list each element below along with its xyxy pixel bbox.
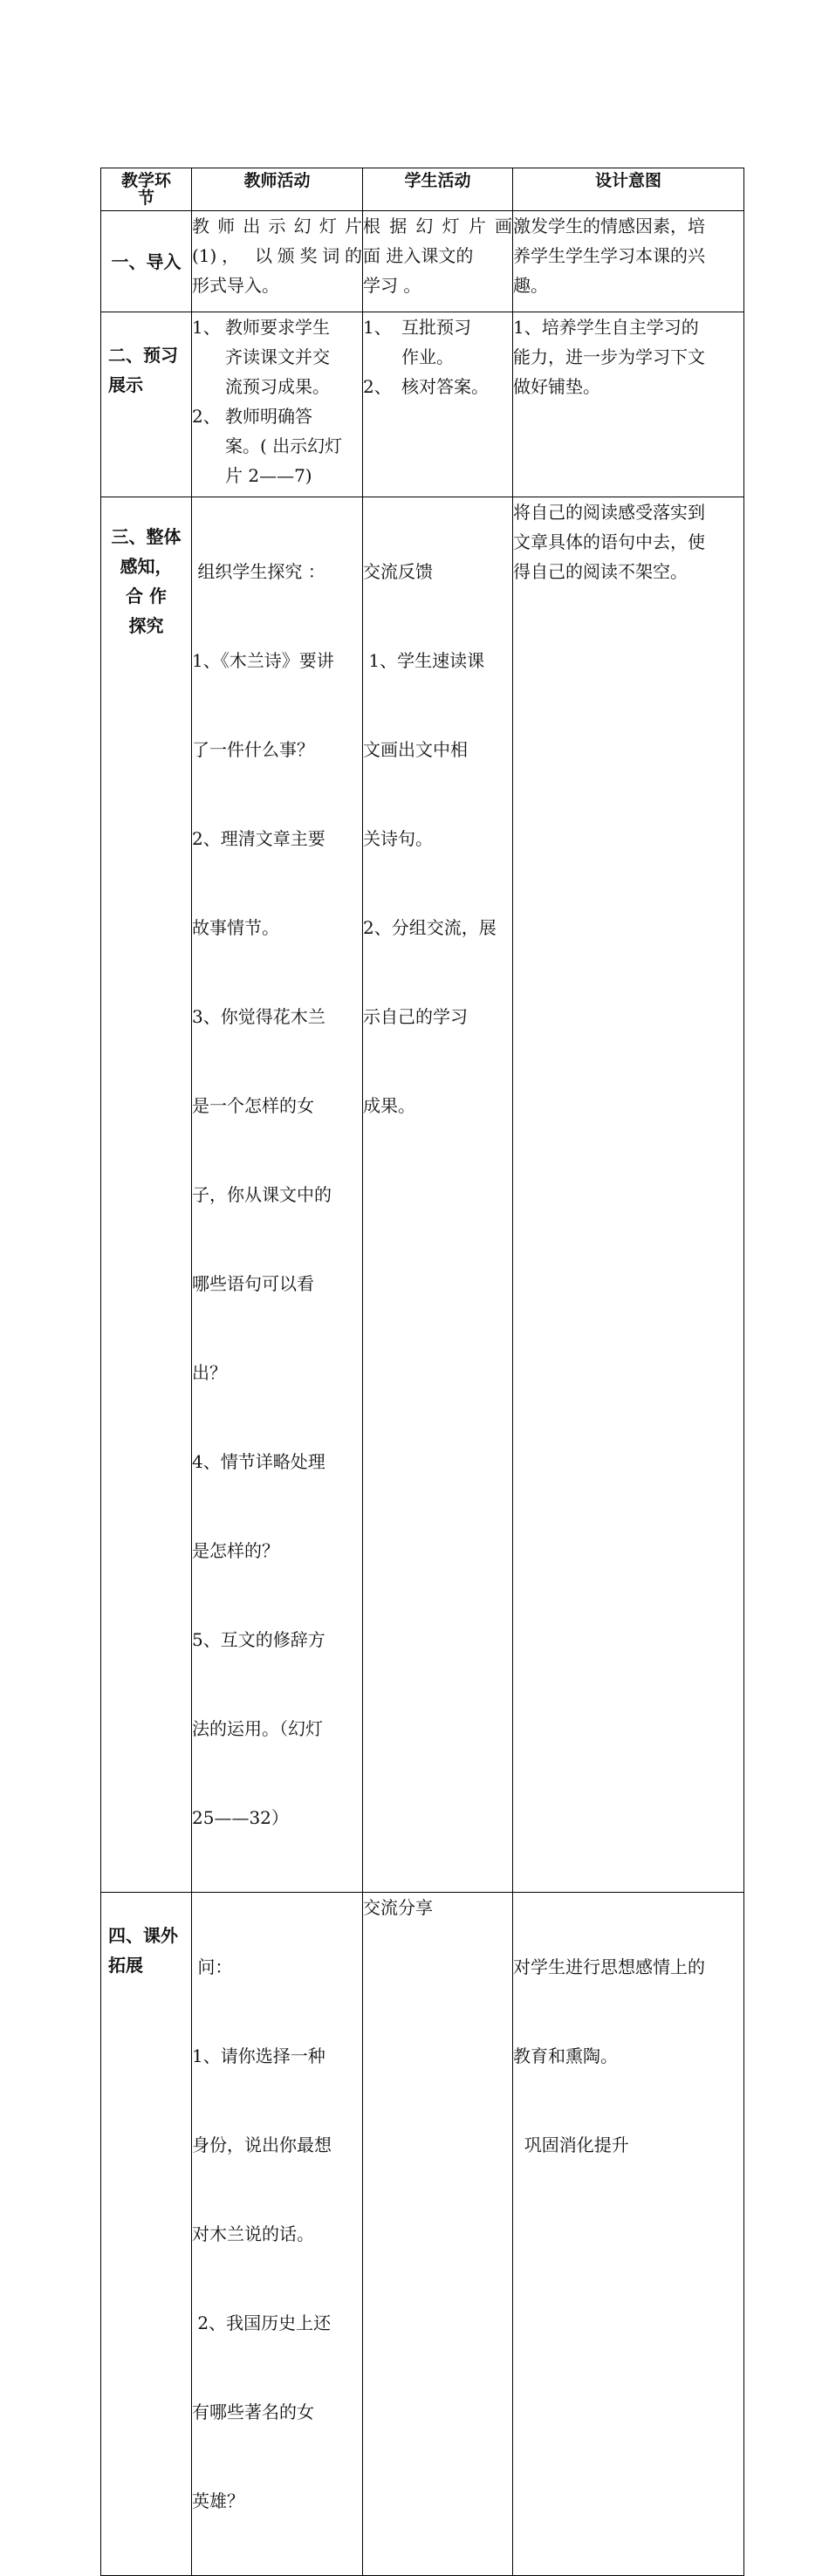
text-line: 成果。 [363, 1095, 415, 1116]
text-line: 对木兰说的话。 [192, 2223, 314, 2244]
text-line: 核对答案。 [401, 376, 489, 397]
text-line: 英雄？ [192, 2490, 244, 2511]
stage-label: 探究 [128, 615, 164, 636]
text-line: 1、培养学生自主学习的 [513, 317, 699, 338]
text-line: 教师出示幻灯片 [192, 216, 362, 236]
text-line: 哪些语句可以看 [192, 1273, 314, 1294]
text-line: 1、学生速读课 [363, 650, 485, 671]
text-line: 2、分组交流，展 [363, 917, 497, 938]
student-activity-cell [363, 497, 513, 1893]
stage-label: 二、预习 [108, 345, 178, 366]
text-line: 养学生学生学习本课的兴 [513, 245, 705, 266]
stage-label: 感知， [120, 556, 173, 577]
text-line: 根据幻灯片画 [363, 216, 512, 236]
text-line: 是一个怎样的女 [192, 1095, 314, 1116]
text-line: 案。( 出示幻灯 [225, 435, 343, 456]
text-line: 将自己的阅读感受落实到 [513, 502, 705, 523]
text-line: (1)， 以颁奖词的 [192, 245, 362, 266]
text-line: 法的运用。（幻灯 [192, 1718, 323, 1739]
text-line: 5、互文的修辞方 [192, 1629, 325, 1650]
text-line: 2、我国历史上还 [192, 2312, 332, 2333]
text-line: 做好铺垫。 [513, 376, 600, 397]
text-line: 教师要求学生 [225, 317, 330, 338]
student-activity-cell [363, 211, 513, 312]
text-line: 趣。 [513, 275, 548, 296]
text-line: 教师明确答 [225, 406, 312, 427]
header-design-intent: 设计意图 [513, 168, 744, 211]
text-line: 形式导入。 [192, 275, 279, 296]
table-row [101, 497, 744, 1893]
text-line: 示自己的学习 [363, 1006, 468, 1027]
item-number: 2、 [192, 406, 221, 427]
text-line: 了一件什么事？ [192, 739, 314, 760]
text-line: 身份，说出你最想 [192, 2134, 332, 2155]
stage-label: 四、课外 [108, 1925, 178, 1946]
stage-label: 拓展 [108, 1955, 143, 1976]
text-line: 是怎样的？ [192, 1540, 279, 1561]
student-activity-cell [363, 1893, 513, 2576]
header-teacher-activity: 教师活动 [192, 168, 363, 211]
design-intent-cell [513, 211, 744, 312]
teacher-activity-cell [192, 211, 363, 312]
text-line: 流预习成果。 [225, 376, 330, 397]
text-line: 交流反馈 [363, 561, 433, 582]
text-line: 互批预习 [401, 317, 471, 338]
text-line: 25——32） [192, 1807, 289, 1828]
text-line: 交流分享 [363, 1897, 433, 1918]
teacher-activity-cell [192, 312, 363, 497]
text-line: 出？ [192, 1362, 227, 1383]
text-line: 教育和熏陶。 [513, 2045, 618, 2066]
item-number: 1、 [363, 317, 392, 338]
text-line: 1、请你选择一种 [192, 2045, 325, 2066]
item-number: 1、 [192, 317, 221, 338]
text-line: 2、理清文章主要 [192, 828, 325, 849]
text-line: 对学生进行思想感情上的 [513, 1956, 705, 1977]
list-item [363, 312, 512, 372]
design-intent-cell [513, 497, 744, 1893]
header-stage: 教学环节 [101, 168, 192, 211]
text-line: 得自己的阅读不架空。 [513, 561, 688, 582]
text-line: 组织学生探究 ： [192, 561, 325, 582]
text-line: 问： [192, 1956, 233, 1977]
text-line: 能力，进一步为学习下文 [513, 346, 705, 367]
teacher-activity-cell [192, 1893, 363, 2576]
text-line: 1、《木兰诗》要讲 [192, 650, 334, 671]
text-line: 有哪些著名的女 [192, 2401, 314, 2422]
stage-label: 展示 [108, 374, 143, 395]
stage-cell [101, 497, 192, 1893]
text-line: 4、情节详略处理 [192, 1451, 325, 1472]
stage-cell [101, 1893, 192, 2576]
table-row [101, 312, 744, 497]
stage-label: 三、整体 [111, 526, 182, 547]
text-line: 关诗句。 [363, 828, 433, 849]
teacher-activity-cell [192, 497, 363, 1893]
text-line: 3、你觉得花木兰 [192, 1006, 325, 1027]
text-line: 故事情节。 [192, 917, 279, 938]
table-row [101, 1893, 744, 2576]
list-item [192, 312, 362, 401]
text-line: 文画出文中相 [363, 739, 468, 760]
text-line: 片 2——7) [225, 465, 312, 486]
design-intent-cell [513, 312, 744, 497]
design-intent-cell [513, 1893, 744, 2576]
stage-cell [101, 211, 192, 312]
stage-cell [101, 312, 192, 497]
text-line: 齐读课文并交 [225, 346, 330, 367]
stage-label: 一、导入 [111, 250, 182, 272]
list-item [363, 372, 512, 401]
text-line: 子，你从课文中的 [192, 1184, 332, 1205]
header-row [101, 168, 744, 211]
text-line: 作业。 [401, 346, 454, 367]
lesson-plan-table [100, 168, 744, 2576]
text-line: 激发学生的情感因素，培 [513, 216, 705, 236]
header-student-activity: 学生活动 [363, 168, 513, 211]
stage-label: 合 作 [126, 586, 167, 606]
student-activity-cell [363, 312, 513, 497]
table-row [101, 211, 744, 312]
text-line: 学习 。 [363, 275, 421, 296]
text-line: 文章具体的语句中去，使 [513, 531, 705, 552]
item-number: 2、 [363, 376, 392, 397]
list-item [192, 401, 362, 490]
text-line: 面 进入课文的 [363, 245, 474, 266]
text-line: 巩固消化提升 [513, 2134, 629, 2155]
